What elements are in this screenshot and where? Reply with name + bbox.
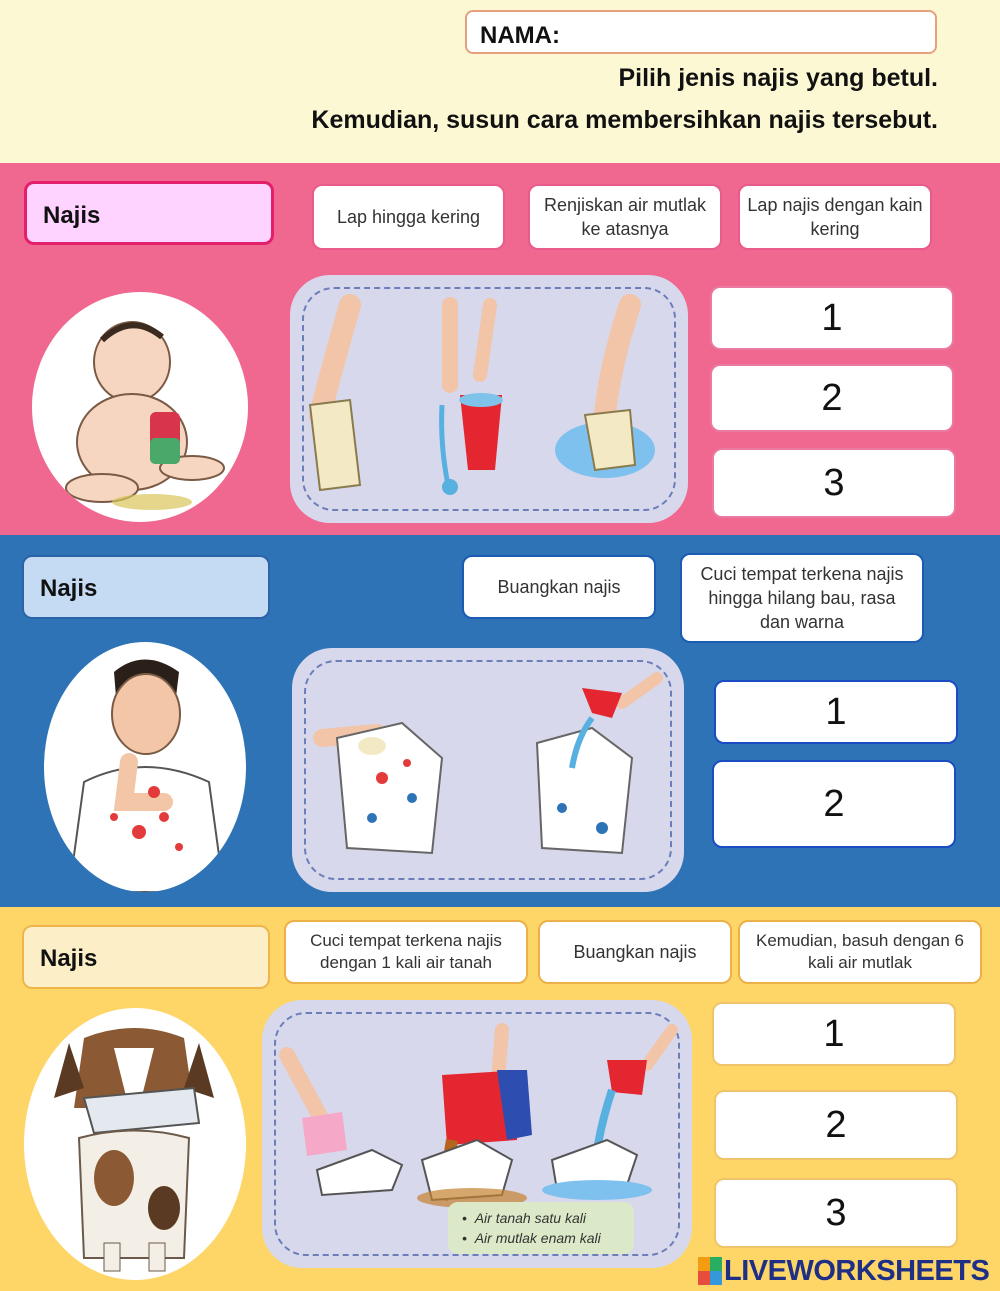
liveworksheets-logo — [698, 1254, 989, 1288]
baby-vomit-illustration — [32, 292, 248, 522]
dog-with-shoe-illustration — [24, 1008, 246, 1280]
instruction-2: Kemudian, susun cara membersihkan najis tersebut. — [311, 106, 938, 134]
answer-slot-2[interactable]: 2 — [712, 760, 956, 848]
answer-slot-2[interactable]: 2 — [714, 1090, 958, 1160]
step-card[interactable]: Kemudian, basuh dengan 6 kali air mutlak — [738, 920, 982, 984]
answer-slot-1[interactable]: 1 — [714, 680, 958, 744]
nosebleed-man-illustration — [44, 642, 246, 892]
cleaning-steps-illustration-3 — [262, 1000, 692, 1268]
logo-text: LIVEWORKSHEETS — [724, 1254, 990, 1287]
logo-badge-icon — [698, 1257, 722, 1285]
notes-box — [448, 1202, 634, 1254]
najis-type-dropdown-2[interactable]: Najis — [22, 555, 270, 619]
answer-slot-1[interactable]: 1 — [712, 1002, 956, 1066]
najis-type-dropdown-3[interactable]: Najis — [22, 925, 270, 989]
step-card[interactable]: Cuci tempat terkena najis hingga hilang bau, rasa dan warna — [680, 553, 924, 643]
step-card[interactable]: Lap hingga kering — [312, 184, 505, 250]
answer-slot-2[interactable]: 2 — [710, 364, 954, 432]
cleaning-steps-illustration-2 — [292, 648, 684, 892]
step-card[interactable]: Buangkan najis — [462, 555, 656, 619]
answer-slot-3[interactable]: 3 — [714, 1178, 958, 1248]
answer-slot-1[interactable]: 1 — [710, 286, 954, 350]
step-card[interactable]: Buangkan najis — [538, 920, 732, 984]
cleaning-steps-illustration-1 — [290, 275, 688, 523]
note-item: • Air mutlak enam kali — [462, 1230, 601, 1246]
note-item: • Air tanah satu kali — [462, 1210, 586, 1226]
name-label: NAMA: — [480, 22, 560, 49]
step-card[interactable]: Lap najis dengan kain kering — [738, 184, 932, 250]
step-card[interactable]: Renjiskan air mutlak ke atasnya — [528, 184, 722, 250]
step-card[interactable]: Cuci tempat terkena najis dengan 1 kali air tanah — [284, 920, 528, 984]
answer-slot-3[interactable]: 3 — [712, 448, 956, 518]
najis-type-dropdown-1[interactable]: Najis — [24, 181, 274, 245]
instruction-1: Pilih jenis najis yang betul. — [618, 64, 938, 92]
